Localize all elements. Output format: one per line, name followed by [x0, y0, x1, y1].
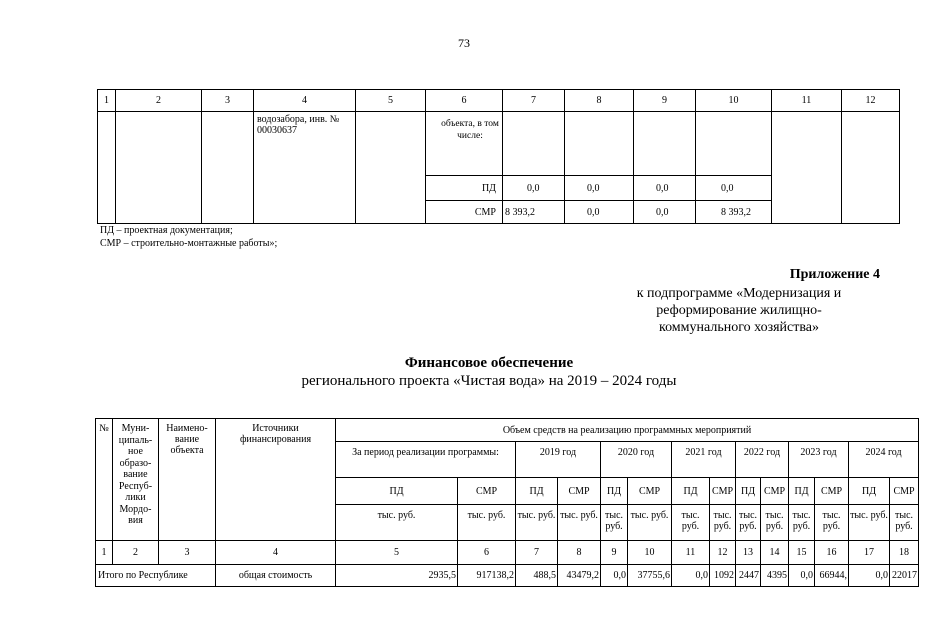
- header-cell: 5: [356, 90, 426, 112]
- row-label: СМР: [426, 201, 503, 224]
- total-value: 488,5: [516, 565, 558, 587]
- header-cell: 4: [254, 90, 356, 112]
- header-cell: 7: [503, 90, 565, 112]
- total-value: 1092: [710, 565, 736, 587]
- header-cell: 3: [202, 90, 254, 112]
- header-municipality: Муни-ципаль-ное образо-вание Респуб-лики Мордо-вия: [113, 419, 159, 541]
- total-value: 2935,5: [336, 565, 458, 587]
- total-source: общая стоимость: [216, 565, 336, 587]
- appendix-line: к подпрограмме «Модернизация и: [636, 286, 842, 301]
- cell: [772, 112, 842, 224]
- value-cell: 8 393,2: [503, 201, 565, 224]
- column-number: 12: [710, 541, 736, 565]
- cell: [842, 112, 900, 224]
- header-year: 2021 год: [672, 442, 736, 478]
- continuation-table: [97, 89, 900, 224]
- header-volume: Объем средств на реализацию программных мероприятий: [336, 419, 919, 442]
- cell: [565, 112, 634, 176]
- header-cell: 9: [634, 90, 696, 112]
- unit-cell: тыс. руб.: [336, 505, 458, 541]
- column-number: 10: [628, 541, 672, 565]
- appendix-caption: [594, 285, 884, 336]
- cell: [356, 112, 426, 224]
- header-smr: СМР: [558, 478, 601, 505]
- header-smr: СМР: [710, 478, 736, 505]
- header-year: 2023 год: [789, 442, 849, 478]
- column-number: 4: [216, 541, 336, 565]
- value-cell: 0,0: [634, 201, 696, 224]
- header-pd: ПД: [672, 478, 710, 505]
- header-cell: 8: [565, 90, 634, 112]
- unit-cell: тыс. руб.: [815, 505, 849, 541]
- column-number: 13: [736, 541, 761, 565]
- column-number: 3: [159, 541, 216, 565]
- unit-cell: тыс. руб.: [789, 505, 815, 541]
- total-value: 0,0: [849, 565, 890, 587]
- header-smr: СМР: [458, 478, 516, 505]
- header-pd: ПД: [789, 478, 815, 505]
- header-cell: 6: [426, 90, 503, 112]
- column-number: 5: [336, 541, 458, 565]
- cell: [696, 112, 772, 176]
- total-value: 37755,6: [628, 565, 672, 587]
- unit-cell: тыс. руб.: [458, 505, 516, 541]
- header-year: 2020 год: [601, 442, 672, 478]
- column-number: 7: [516, 541, 558, 565]
- unit-cell: тыс. руб.: [516, 505, 558, 541]
- header-pd: ПД: [849, 478, 890, 505]
- value-cell: 8 393,2: [696, 201, 772, 224]
- total-value: 917138,2: [458, 565, 516, 587]
- column-number: 11: [672, 541, 710, 565]
- unit-cell: тыс. руб.: [558, 505, 601, 541]
- header-pd: ПД: [736, 478, 761, 505]
- header-smr: СМР: [890, 478, 919, 505]
- unit-cell: тыс. руб.: [736, 505, 761, 541]
- value-cell: 0,0: [503, 176, 565, 201]
- column-number: 2: [113, 541, 159, 565]
- value-cell: 0,0: [696, 176, 772, 201]
- total-value: 22017: [890, 565, 919, 587]
- row-label: ПД: [426, 176, 503, 201]
- column-number: 1: [96, 541, 113, 565]
- header-year: 2019 год: [516, 442, 601, 478]
- column-number: 15: [789, 541, 815, 565]
- unit-cell: тыс. руб.: [890, 505, 919, 541]
- header-sources: Источники финансирования: [216, 419, 336, 541]
- header-smr: СМР: [761, 478, 789, 505]
- column-number: 17: [849, 541, 890, 565]
- header-pd: ПД: [601, 478, 628, 505]
- object-name: водозабора, инв. № 00030637: [254, 112, 356, 224]
- header-year: 2024 год: [849, 442, 919, 478]
- header-period: За период реализации программы:: [336, 442, 516, 478]
- unit-cell: тыс. руб.: [601, 505, 628, 541]
- value-cell: 0,0: [634, 176, 696, 201]
- unit-cell: тыс. руб.: [849, 505, 890, 541]
- cell: [116, 112, 202, 224]
- total-label: Итого по Республике: [96, 565, 216, 587]
- total-value: 2447: [736, 565, 761, 587]
- financing-title: Финансовое обеспечение: [404, 355, 574, 371]
- column-number: 9: [601, 541, 628, 565]
- financing-subtitle: регионального проекта «Чистая вода» на 2019 – 2024 годы: [301, 373, 677, 389]
- object-part-label: объекта, в том числе:: [426, 112, 503, 176]
- value-cell: 0,0: [565, 201, 634, 224]
- header-cell: 2: [116, 90, 202, 112]
- total-value: 66944,: [815, 565, 849, 587]
- header-year: 2022 год: [736, 442, 789, 478]
- total-value: 0,0: [601, 565, 628, 587]
- header-smr: СМР: [815, 478, 849, 505]
- column-number: 14: [761, 541, 789, 565]
- cell: [98, 112, 116, 224]
- cell: [503, 112, 565, 176]
- appendix-line: коммунального хозяйства»: [658, 320, 820, 335]
- appendix-line: реформирование жилищно-: [656, 303, 822, 318]
- unit-cell: тыс. руб.: [628, 505, 672, 541]
- header-pd: ПД: [336, 478, 458, 505]
- page-number: 73: [458, 36, 470, 50]
- header-cell: 1: [98, 90, 116, 112]
- unit-cell: тыс. руб.: [761, 505, 789, 541]
- header-object: Наимено-вание объекта: [159, 419, 216, 541]
- column-number: 8: [558, 541, 601, 565]
- column-number: 18: [890, 541, 919, 565]
- financing-table: [95, 418, 919, 587]
- header-cell: 11: [772, 90, 842, 112]
- total-value: 43479,2: [558, 565, 601, 587]
- total-value: 4395: [761, 565, 789, 587]
- cell: [202, 112, 254, 224]
- column-number: 16: [815, 541, 849, 565]
- header-smr: СМР: [628, 478, 672, 505]
- header-cell: 12: [842, 90, 900, 112]
- header-pd: ПД: [516, 478, 558, 505]
- footnote: ПД – проектная документация;: [100, 225, 233, 236]
- total-value: 0,0: [672, 565, 710, 587]
- appendix-title: Приложение 4: [789, 267, 880, 282]
- column-number: 6: [458, 541, 516, 565]
- unit-cell: тыс. руб.: [710, 505, 736, 541]
- total-value: 0,0: [789, 565, 815, 587]
- header-no: №: [96, 419, 113, 541]
- unit-cell: тыс. руб.: [672, 505, 710, 541]
- footnote: СМР – строительно-монтажные работы»;: [100, 238, 278, 249]
- value-cell: 0,0: [565, 176, 634, 201]
- header-cell: 10: [696, 90, 772, 112]
- cell: [634, 112, 696, 176]
